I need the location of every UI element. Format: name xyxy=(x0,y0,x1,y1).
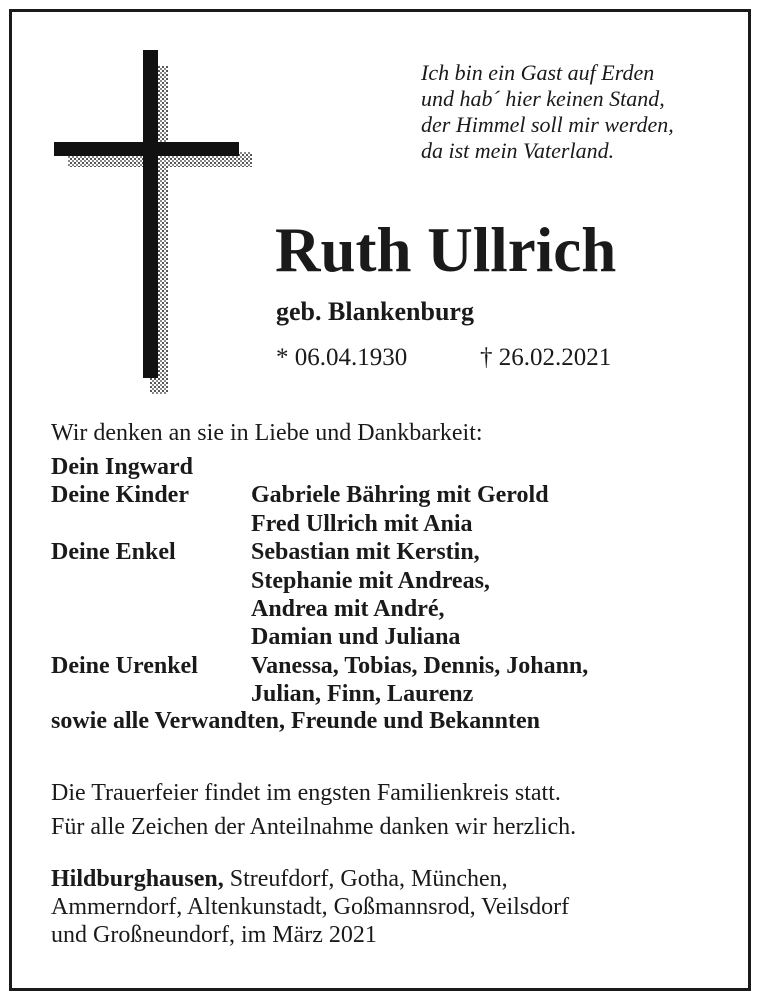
notice-line: Die Trauerfeier findet im engsten Familienkreis statt. xyxy=(51,780,561,806)
mourner-names: Vanessa, Tobias, Dennis, Johann, xyxy=(251,652,589,679)
mourner-names: Andrea mit André, xyxy=(251,595,445,622)
deceased-name: Ruth Ullrich xyxy=(275,215,617,285)
mourner-group: Deine Kinder xyxy=(51,482,189,509)
place-line1-rest: Streufdorf, Gotha, München, xyxy=(223,866,508,892)
place-main: Hildburghausen, xyxy=(51,866,224,892)
place-and-date xyxy=(51,865,569,949)
verse-line: der Himmel soll mir werden, xyxy=(421,112,674,137)
mourner-names: Sebastian mit Kerstin, xyxy=(251,539,480,566)
place-line: Ammerndorf, Altenkunstadt, Goßmannsrod, Veilsdorf xyxy=(51,894,570,920)
mourner-group: Deine Urenkel xyxy=(51,652,198,679)
mourner-names: Damian und Juliana xyxy=(251,624,461,651)
maiden-name: geb. Blankenburg xyxy=(276,297,474,326)
death-date: † 26.02.2021 xyxy=(480,344,612,371)
funeral-notice xyxy=(51,776,576,844)
verse-line: da ist mein Vaterland. xyxy=(421,138,615,163)
notice-line: Für alle Zeichen der Anteilnahme danken wir herzlich. xyxy=(51,814,577,840)
cross-icon xyxy=(54,50,254,395)
birth-date: * 06.04.1930 xyxy=(276,344,408,371)
mourner-names: Stephanie mit Andreas, xyxy=(251,567,490,594)
mourner-names: Fred Ullrich mit Ania xyxy=(251,510,473,537)
place-line xyxy=(51,865,569,893)
closing-line: sowie alle Verwandten, Freunde und Bekannten xyxy=(51,708,540,734)
mourner-group: Dein Ingward xyxy=(51,454,194,480)
verse-line: Ich bin ein Gast auf Erden xyxy=(421,60,655,85)
mourner-names: Gabriele Bähring mit Gerold xyxy=(251,482,549,509)
verse xyxy=(421,60,741,164)
place-line: und Großneundorf, im März 2021 xyxy=(51,922,377,948)
verse-line: und hab´ hier keinen Stand, xyxy=(421,86,665,111)
mourner-names: Julian, Finn, Laurenz xyxy=(251,681,474,708)
mourner-group: Deine Enkel xyxy=(51,539,176,566)
intro-text: Wir denken an sie in Liebe und Dankbarkeit: xyxy=(51,420,483,446)
